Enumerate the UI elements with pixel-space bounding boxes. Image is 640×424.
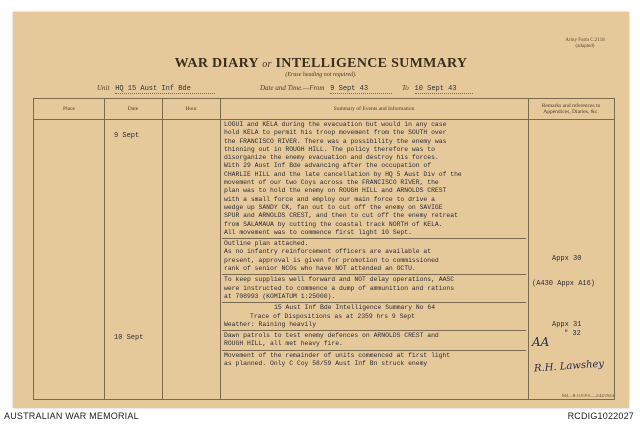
date-to-label: To (402, 84, 409, 92)
summary-line: Dawn patrols to test enemy defences on ARNOLDS CREST and (224, 332, 439, 340)
summary-line: To keep supplies well forward and NOT delay operations, AASC (224, 276, 455, 284)
title-intelligence-summary: INTELLIGENCE SUMMARY (275, 56, 468, 71)
appendix-30: Appx 30 (552, 255, 582, 263)
handwritten-initials: AA (532, 335, 550, 349)
form-adapted: (adapted) (575, 44, 595, 49)
summary-line: present, approval is given for promotion to commissioned (224, 256, 439, 264)
entry-separator (222, 302, 526, 303)
column-divider (220, 99, 221, 399)
form-reference (549, 38, 621, 50)
summary-line: from SALAMAUA by cutting the coastal track NORTH of KELA. (224, 220, 443, 228)
entry-date-10-sept: 10 Sept (114, 334, 144, 342)
summary-line: with a small force and employ our main force to drive a (224, 195, 435, 203)
column-header-date: Date (104, 99, 162, 120)
appendix-31: Appx 31 (552, 321, 582, 329)
summary-line: All movement was to commence first light 10 Sept. (224, 228, 412, 236)
summary-line: Movement of the remainder of units commenced at first light (224, 351, 451, 359)
title-war-diary: WAR DIARY (174, 56, 259, 71)
summary-line: movement of our two Coys across the FRANCISCO RIVER, the (224, 179, 439, 187)
summary-line: thinning out in ROUGH HILL. The policy therefore was to (224, 145, 435, 153)
summary-line: 15 Aust Inf Bde Intelligence Summary No 64 (274, 304, 436, 312)
summary-line: plan was to hold the enemy on ROUGH HILL and ARNOLDS CREST (224, 187, 447, 195)
unit-label: Unit (97, 84, 110, 92)
summary-line: wedge up SANDY CK, fan out to cut off the enemy on SAVIGE (224, 203, 443, 211)
title-or: or (262, 59, 272, 70)
summary-line: Weather: Raining heavily (224, 320, 317, 328)
summary-line: CHARLIE HILL and the late cancellation by HQ 5 Aust Div of the (224, 170, 462, 178)
column-header-remarks: Remarks and references to Appendices, Diaries, &c. (528, 99, 614, 120)
date-to-value: 10 Sept 43 (415, 85, 473, 94)
summary-line: LOGUI and KELA during the evacuation but would in any case (224, 121, 447, 128)
summary-line: rank of senior NCOs who have NOT attended an OCTU. (224, 265, 416, 273)
summary-line: at 708993 (KOMIATUM 1:25000). (224, 292, 336, 300)
archive-caption: AUSTRALIAN WAR MEMORIAL (4, 411, 139, 421)
column-header-place: Place (34, 99, 104, 120)
summary-line: hold KELA to permit his troop movement from the SOUTH over (224, 129, 447, 137)
column-header-hour: Hour (162, 99, 220, 120)
summary-line: As no infantry reinforcement officers are available at (224, 248, 432, 256)
appendix-a16: (A430 Appx A16) (532, 280, 596, 288)
summary-line: Trace of Dispositions as at 2359 hrs 9 Sept (250, 312, 415, 320)
entry-separator (222, 238, 526, 239)
entry-separator (222, 274, 526, 275)
appendix-32: " 32 (564, 330, 581, 338)
summary-line: the FRANCISCO RIVER. There was a possibility the enemy was (224, 137, 447, 145)
record-id: RCDIG1022027 (567, 411, 634, 421)
summary-line: SPUR and ARNOLDS CREST, and then to cut off the enemy retreat (224, 212, 458, 220)
summary-line: Outline plan attached. (224, 240, 309, 248)
diary-sheet (13, 12, 629, 408)
summary-line: were instructed to commence a dump of ammunition and rations (224, 284, 455, 292)
summary-line: With 29 Aust Inf Bde advancing after the occupation of (224, 162, 432, 170)
date-from-value: 9 Sept 43 (330, 85, 392, 94)
page-subtitle: (Erase heading not required). (285, 72, 357, 78)
printer-code: M4—R.O.F.P.S.—2/44/1944. (561, 393, 615, 398)
column-divider (162, 99, 163, 399)
summary-line: as planned. Only C Coy 58/59 Aust Inf Bn struck enemy (224, 360, 428, 368)
unit-line (97, 84, 215, 94)
diary-table (33, 98, 615, 400)
date-range-label: Date and Time.—From (260, 84, 325, 92)
column-divider (104, 99, 105, 399)
summary-line: disorganize the enemy evacuation and destroy his forces. (224, 154, 439, 162)
form-number: Army Form C.2118 (565, 38, 605, 43)
page-title (13, 56, 629, 72)
handwritten-signature: R.H. Lawshey (533, 358, 605, 375)
date-line (260, 84, 473, 94)
entry-separator (222, 350, 526, 351)
summary-line: ROUGH HILL, all met heavy fire. (224, 340, 343, 348)
unit-value: HQ 15 Aust Inf Bde (115, 85, 215, 94)
entry-date-9-sept: 9 Sept (114, 132, 140, 140)
column-header-summary: Summary of Events and Information (220, 99, 528, 120)
column-divider (528, 99, 529, 399)
entry-separator (222, 330, 526, 331)
summary-text (224, 121, 524, 368)
